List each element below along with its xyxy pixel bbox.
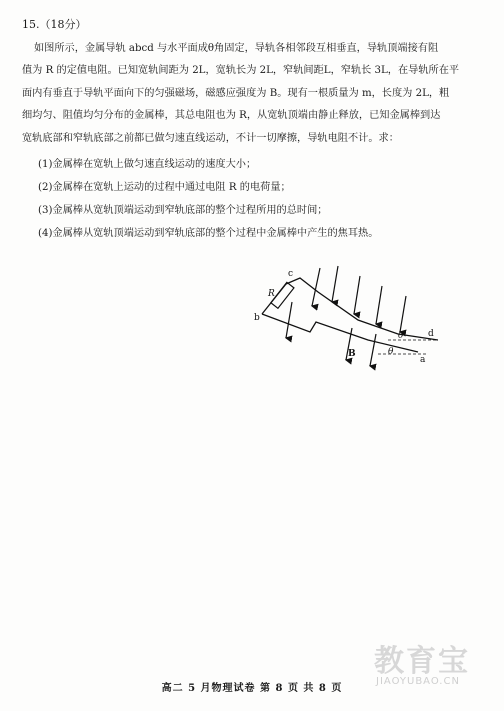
watermark-url: JIAOYUBAO.CN xyxy=(376,676,460,687)
horizontal-reference-lines xyxy=(378,340,436,354)
label-d: d xyxy=(428,329,434,339)
sub-question-1: (1)金属棒在宽轨上做匀速直线运动的速度大小； xyxy=(38,159,257,170)
label-b-field: B xyxy=(348,349,356,359)
label-r: R xyxy=(268,289,275,299)
question-number: 15.（18分） xyxy=(22,18,87,31)
stem-line-5: 宽轨底部和窄轨底部之前都已做匀速直线运动，不计一切摩擦，导轨电阻不计。求： xyxy=(22,132,399,144)
label-theta-upper: θ xyxy=(398,331,404,341)
stem-line-4: 细均匀、阻值均匀分布的金属棒，其总电阻也为 R，从宽轨顶端由静止释放，已知金属棒到达 xyxy=(22,110,441,122)
label-c: c xyxy=(288,269,294,279)
question-stem xyxy=(22,38,484,150)
watermark-title: 教育宝 xyxy=(374,644,470,679)
sub-question-2: (2)金属棒在宽轨上运动的过程中通过电阻 R 的电荷量； xyxy=(38,182,291,193)
label-theta-lower: θ xyxy=(388,347,394,357)
label-b: b xyxy=(254,313,260,323)
stem-line-1: 如图所示，金属导轨 abcd 与水平面成θ角固定，导轨各相邻段互相垂直，导轨顶端接有阻 xyxy=(34,43,439,54)
sub-question-3: (3)金属棒从宽轨顶端运动到窄轨底部的整个过程所用的总时间； xyxy=(38,205,328,216)
stem-line-3: 面内有垂直于导轨平面向下的匀强磁场，磁感应强度为 B。现有一根质量为 m，长度为 2L，粗 xyxy=(22,87,450,99)
site-watermark xyxy=(370,636,498,692)
stem-line-2: 值为 R 的定值电阻。已知宽轨间距为 2L，宽轨长为 2L，窄轨间距L，窄轨长 3L，在导轨所在平 xyxy=(22,65,460,77)
sub-question-4: (4)金属棒从宽轨顶端运动到窄轨底部的整个过程中金属棒中产生的焦耳热。 xyxy=(38,228,379,239)
page-footer: 高二 5 月物理试卷 第 8 页 共 8 页 xyxy=(161,683,343,694)
label-a: a xyxy=(420,355,426,365)
rail-diagram xyxy=(248,262,438,372)
